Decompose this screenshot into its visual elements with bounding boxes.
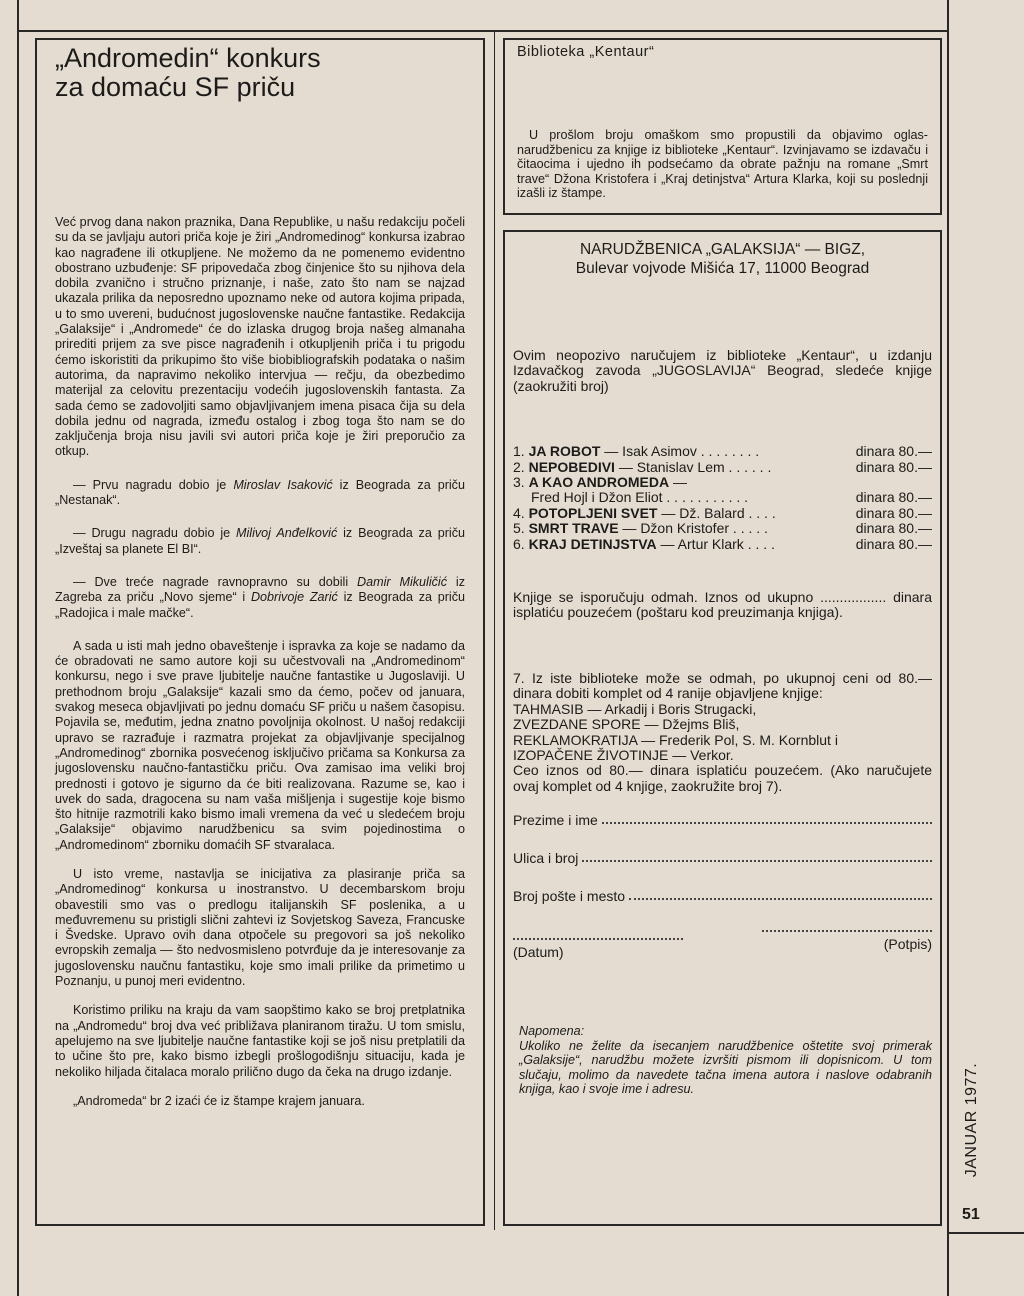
book-price: dinara 80.— [855,443,932,460]
book-item[interactable] [513,506,932,521]
kentaur-notice [503,38,942,215]
prize-third-text: — Dve treće nagrade ravnopravno su dobili [73,574,357,589]
leader-dots: . . . . . [729,521,768,537]
set-book-3: REKLAMOKRATIJA — Frederik Pol, S. M. Kornblut i [513,731,838,748]
date-field[interactable] [513,938,683,960]
prize-first-author: Miroslav Isaković [233,477,333,492]
set-offer [513,671,932,794]
set-offer-payment: Ceo iznos od 80.— dinara isplatiću pouzećem. (Ako naručujete ovaj komplet od 4 knjige, zaokružite broj 7). [513,762,932,794]
kentaur-text: U prošlom broju omaškom smo propustili da objavimo oglas-narudžbenicu za knjige iz biblioteke „Kentaur“. Izvinjavamo se izdavaču i čitaocima i ujedno ih podsećamo da obrate pažnju na romane „Smrt trave“ Džona Kristofera i „Kraj detinjstva“ Artura Klarka, koji su poslednji izašli iz štampe. [517,128,928,201]
prize-second-text: — Drugu nagradu dobio je [73,526,236,541]
book-price: dinara 80.— [855,489,932,506]
book-number: 1. [513,444,525,460]
book-author: — Artur Klark [656,536,744,552]
book-item[interactable] [513,475,932,490]
book-author: — Dž. Balard [657,505,745,521]
post-field[interactable] [513,888,932,904]
book-title: JA ROBOT [528,444,601,460]
margin-date: JANUAR 1977. [963,1062,980,1178]
prize-first [55,478,465,509]
top-rule [17,30,947,32]
article-paragraph-3: U isto vreme, nastavlja se inicijativa za plasiranje priča sa „Andromedinog“ konkursa u inostranstvo. U decembarskom broju obavestili smo vas o predlogu italijanskih SF poslenika, a u međuvremenu su pristigli slični zahtevi iz Sovjetskog Saveza, Francuske i Švedske. Upravo ovih dana otpočele su pregovori sa još nekoliko evropskih zemalja — što nedvosmisleno potvrđuje da je interesovanje za jugoslovensku naučnu fantastiku, koje smo imali prilike da primetimo u Poznanju, u punoj meri evidentno. [55,866,465,989]
book-title: NEPOBEDIVI [528,459,615,475]
post-field-label: Broj pošte i mesto [513,888,626,905]
leader-dots: . . . . [743,536,775,552]
book-number: 4. [513,505,525,521]
title-line-1: „Andromedin“ konkurs [55,43,321,73]
street-field-label: Ulica i broj [513,850,579,867]
article-paragraph-2: A sada u isti mah jedno obaveštenje i ispravka za koje se nadamo da će obradovati ne samo autore koji su učestvovali na „Andromedinom“ konkursu, nego i sve prave ljubitelje naučne fantastike u Jugoslaviji. U prethodnom broju „Galaksije“ kazali smo da ćemo, počev od januara, svakog meseca objavljivati po jednu domaću SF priču u našem časopisu. Pojavila se, međutim, jedna znatno povoljnija okolnost. U našoj redakciji upravo se razrađuje i razmatra projekat za objavljivanje specijalnog „Andromedinog“ zbornika posvećenog isključivo pričama sa Konkursa za jugoslovensku naučno-fantastičku priču. Ova zamisao ima veliki broj prednosti i gotovo je sigurno da će biti realizovana. Razume se, kao i uvek do sada, dragocena su nam vaša mišljenja i sugestije koje bismo što hitnije razmotrili kako bismo imali vremena da već u sledećem broju „Galaksije“ objavimo narudžbenicu sa svim pojedinostima o „Andromedinom“ zborniku domaćih SF stvaralaca. [55,638,465,852]
article-paragraph-4: Koristimo priliku na kraju da vam saopštimo kako se broj pretplatnika na „Andromedu“ broj dva već približava planiranom tiražu. U tom smislu, apelujemo na sve ljubitelje naučne fantastike koji se još nisu pretplatili da to učine što pre, kako bismo izbegli prošlogodišnju situaciju, kada je nekoliko hiljada čitalaca moralo prilično dugo da čeka na drugo izdanje. [55,1003,465,1079]
delivery-text: Knjige se isporučuju odmah. Iznos od ukupno ................. dinara isplatiću pouzećem (poštaru kod preuzimanja knjiga). [513,589,932,621]
book-author: Fred Hojl i Džon Eliot [531,490,663,506]
set-book-2: ZVEZDANE SPORE — Džejms Bliš, [513,716,740,733]
page-number-rule [949,1232,1024,1234]
prize-second [55,526,465,557]
article-paragraph-1: Već prvog dana nakon praznika, Dana Republike, u našu redakciju počeli su da se javljaju autori priča koje je žiri „Andromedinog“ konkursa izabrao kao nagrađene ili otkupljene. Ne možemo da ne pomenemo evidentno obostrano uzbuđenje: SF pripovedača zbog činjenice što su njihova dela dobila zvanično i stručno priznanje, i naše, zato što nam se najzad ukazala prilika da neposredno upoznamo neke od autora kojima pripada, u to smo uvereni, budućnost jugoslovenske naučne fantastike. Redakcija „Galaksije“ i „Andromede“ će do izlaska drugog broja našeg almanaha prirediti prijem za sve pisce nagrađenih i otkupljenih priča i tu prigodu ćemo iskoristiti da prikupimo što više biobibliografskih podataka o našim autorima, da napravimo nekoliko intervjua — rečju, da obezbedimo materijal za celovitu prezentaciju vodećih jugoslovenskih fantasta. Za sada ćemo se zadovoljiti samo objavljivanjem imena pisaca čija su dela dobila jednu od nagrada, između ostalog i zbog toga što nam se do zaključenja broja nisu javili svi autori priča koje je žiri preporučio za otkup. [55,215,465,459]
book-price: dinara 80.— [855,535,932,552]
signature-field[interactable] [762,938,932,960]
book-number: 6. [513,536,525,552]
book-number: 3. [513,475,525,491]
prize-third [55,575,465,621]
prize-third-story-2: iz Beograda za priču „Radojica i male mačke“. [55,590,466,620]
name-field[interactable] [513,812,932,828]
book-title: KRAJ DETINJSTVA [528,536,657,552]
book-price: dinara 80.— [855,504,932,521]
name-field-label: Prezime i ime [513,812,598,829]
book-author: — Isak Asimov [600,444,697,460]
order-intro: Ovim neopozivo naručujem iz biblioteke „Kentaur“, u izdanju Izdavačkog zavoda „JUGOSLAVIJA“ Beograd, sledeće knjige (zaokružiti broj) [513,347,932,394]
book-author: — [669,475,687,491]
prize-third-author-1: Damir Mikuličić [357,574,448,589]
order-form [503,230,942,1226]
note [513,1024,932,1097]
title-line-2: za domaću SF priču [55,72,296,102]
book-title: A KAO ANDROMEDA [528,475,670,491]
prize-first-text: — Prvu nagradu dobio je [73,477,234,492]
prize-third-author-2: Dobrivoje Zarić [250,590,338,605]
leader-dots: . . . . . . [724,459,772,475]
prize-second-author: Milivoj Anđelković [236,526,338,541]
street-field[interactable] [513,850,932,866]
leader-dots: . . . . . . . . . . . [662,490,749,506]
book-list [513,444,932,552]
signature-label: (Potpis) [762,930,932,952]
book-title: SMRT TRAVE [528,521,619,537]
set-book-1: TAHMASIB — Arkadij i Boris Strugacki, [513,700,757,717]
prize-first-story: iz Beograda za priču „Nestanak“. [55,477,465,508]
kentaur-heading: Biblioteka „Kentaur“ [517,44,655,60]
post-field-line[interactable] [629,888,932,900]
book-author: — Džon Kristofer [618,521,730,537]
book-author: — Stanislav Lem [614,459,725,475]
set-offer-intro: 7. Iz iste biblioteke može se odmah, po ukupnoj ceni od 80.— dinara dobiti komplet od 4 ranije objavljene knjige: [513,669,932,702]
note-label: Napomena: [519,1024,585,1039]
leader-dots: . . . . [744,505,776,521]
book-price: dinara 80.— [855,520,932,537]
order-heading-line-2: Bulevar vojvode Mišića 17, 11000 Beograd [575,260,870,277]
leader-dots: . . . . . . . . [696,444,760,460]
book-price: dinara 80.— [855,458,932,475]
name-field-line[interactable] [602,812,932,824]
prize-second-story: iz Beograda za priču „Izveštaj sa planete El BI“. [55,526,466,556]
page-number: 51 [962,1206,980,1223]
book-item[interactable] [513,460,932,475]
margin-date-wrapper [949,1050,995,1190]
book-number: 2. [513,459,525,475]
book-item-continued [513,490,932,505]
prize-third-story-1: iz Zagreba za priču „Novo sjeme“ i [55,574,465,605]
order-heading-line-1: NARUDŽBENICA „GALAKSIJA“ — BIGZ, [579,241,866,258]
article-title [55,44,465,102]
set-book-4: IZOPAČENE ŽIVOTINJE — Verkor. [513,746,734,763]
book-item[interactable] [513,537,932,552]
order-heading [513,240,932,278]
article-paragraph-5: „Andromeda“ br 2 izaći će iz štampe krajem januara. [73,1093,365,1108]
book-number: 5. [513,521,525,537]
left-border-rule [17,0,19,1296]
book-title: POTOPLJENI SVET [528,505,658,521]
column-divider [494,30,495,1230]
street-field-line[interactable] [582,850,932,862]
note-text: Ukoliko ne želite da isecanjem narudžbenice oštetite svoj primerak „Galaksije“, narudžbu možete izvršiti pismom ili dopisnicom. U tom slučaju, molimo da navedete tačna imena autora i naslove odabranih knjiga, kao i svoje ime i adresu. [519,1038,932,1097]
book-price [840,475,932,490]
book-item[interactable] [513,521,932,536]
book-item[interactable] [513,444,932,459]
signature-row [513,938,932,960]
andromeda-article [35,38,485,1226]
date-label: (Datum) [513,938,683,960]
